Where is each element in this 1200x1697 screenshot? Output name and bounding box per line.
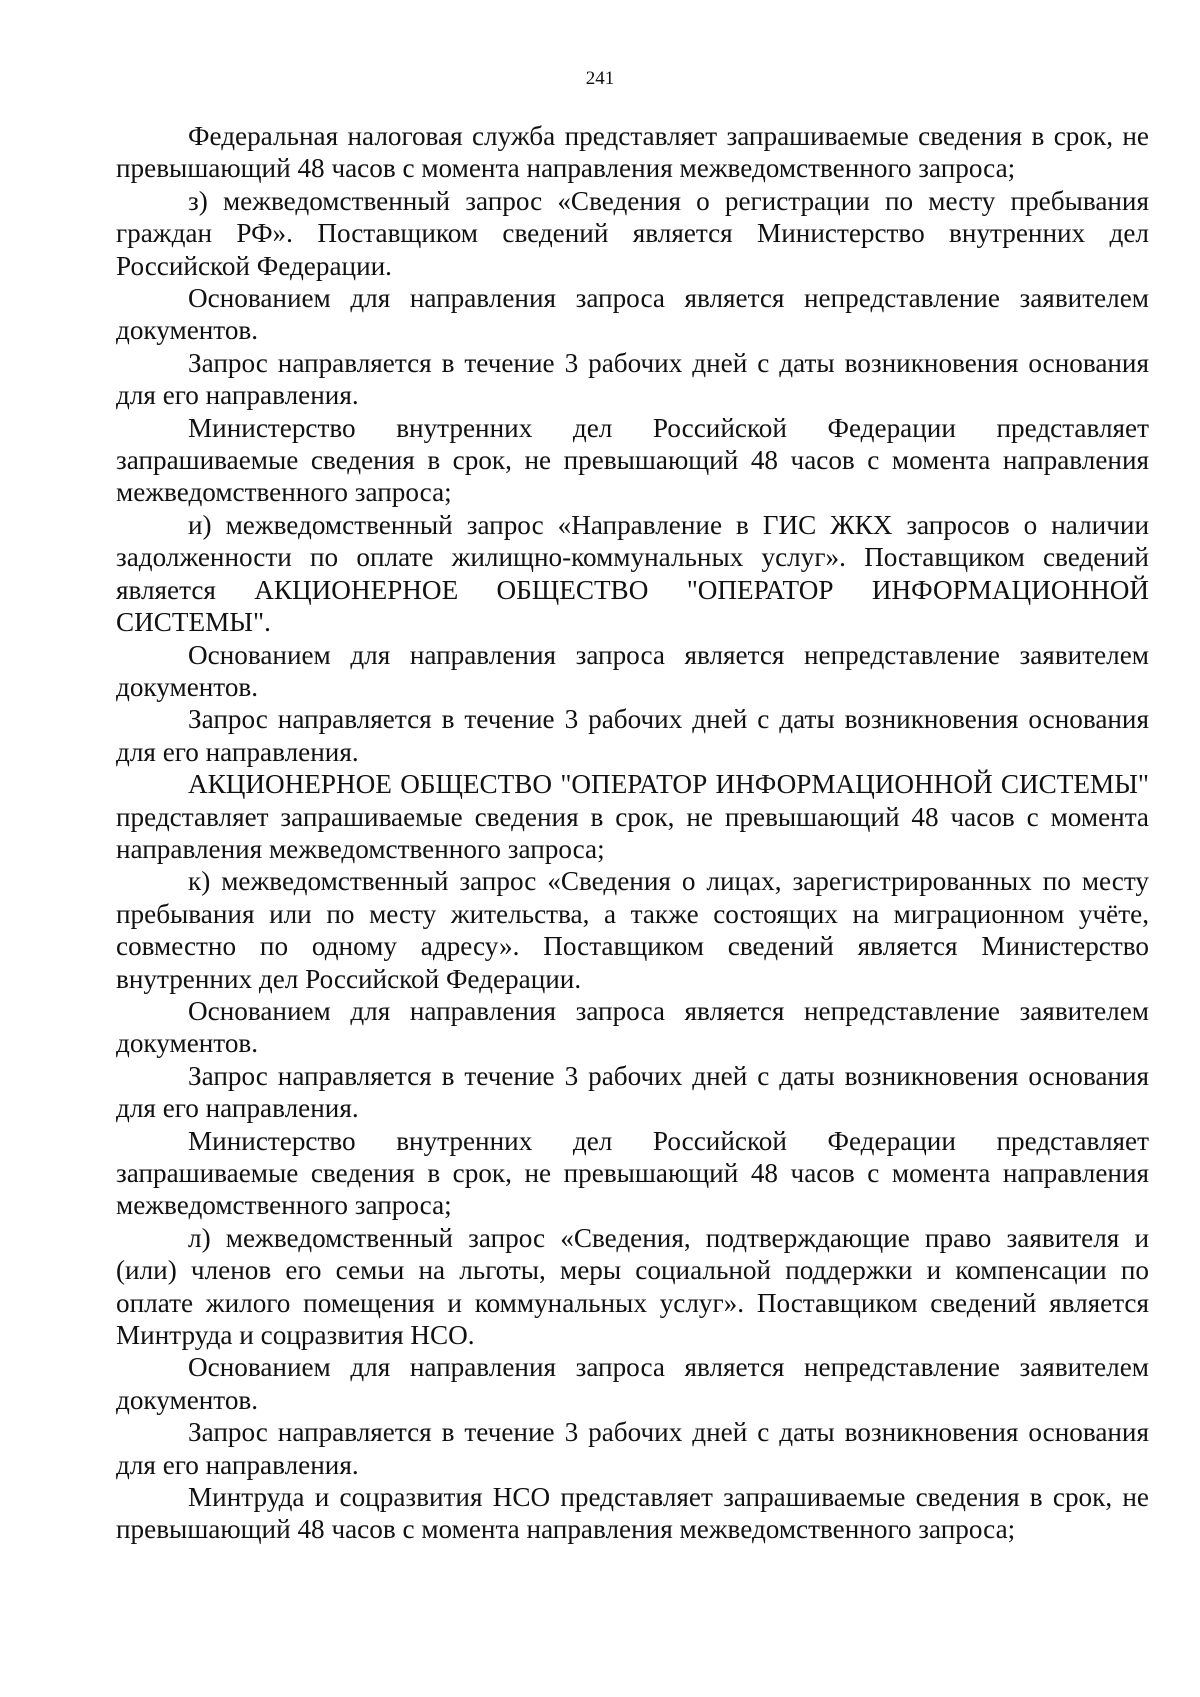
paragraph-basis: Основанием для направления запроса является непредставление заявителем документов. (116, 283, 1149, 346)
paragraph-request-k: к) межведомственный запрос «Сведения о лицах, зарегистрированных по месту пребывания или по месту жительства, а также состоящих на миграционном учёте, совместно по одному адресу». Поставщиком сведений является Министерство внутренних дел Российской Федерации. (116, 866, 1149, 994)
paragraph-request-l: л) межведомственный запрос «Сведения, подтверждающие право заявителя и (или) членов его семьи на льготы, меры социальной поддержки и компенсации по оплате жилого помещения и коммунальных услуг». Поставщиком сведений является Минтруда и соцразвития НСО. (116, 1222, 1149, 1351)
paragraph-request-z: з) межведомственный запрос «Сведения о регистрации по месту пребывания граждан РФ». Поставщиком сведений является Министерство внутренних дел Российской Федерации. (116, 185, 1149, 281)
paragraph-basis: Основанием для направления запроса является непредставление заявителем документов. (116, 639, 1149, 702)
paragraph-timing: Запрос направляется в течение 3 рабочих дней с даты возникновения основания для его направления. (116, 704, 1149, 767)
paragraph-basis: Основанием для направления запроса является непредставление заявителем документов. (116, 995, 1149, 1059)
paragraph-mintrud-deadline: Минтруда и соцразвития НСО представляет запрашиваемые сведения в срок, не превышающий 48 часов с момента направления межведомственного запроса; (116, 1482, 1149, 1545)
paragraph-fns-deadline: Федеральная налоговая служба представляет запрашиваемые сведения в срок, не превышающий 48 часов с момента направления межведомственного запроса; (116, 121, 1149, 184)
paragraph-request-i: и) межведомственный запрос «Направление в ГИС ЖКХ запросов о наличии задолженности по оплате жилищно-коммунальных услуг». Поставщиком сведений является АКЦИОНЕРНОЕ ОБЩЕСТВО "ОПЕРАТОР ИНФОРМАЦИОННОЙ СИСТЕМЫ". (116, 509, 1149, 638)
page-number: 241 (585, 68, 615, 89)
paragraph-operator-deadline: АКЦИОНЕРНОЕ ОБЩЕСТВО "ОПЕРАТОР ИНФОРМАЦИОННОЙ СИСТЕМЫ" представляет запрашиваемые сведения в срок, не превышающий 48 часов с момента направления межведомственного запроса; (116, 769, 1149, 864)
paragraph-mvd-deadline: Министерство внутренних дел Российской Федерации представляет запрашиваемые сведения в срок, не превышающий 48 часов с момента направления межведомственного запроса; (116, 412, 1149, 508)
paragraph-timing: Запрос направляется в течение 3 рабочих дней с даты возникновения основания для его направления. (116, 1060, 1149, 1124)
paragraph-basis: Основанием для направления запроса является непредставление заявителем документов. (116, 1352, 1149, 1415)
paragraph-mvd-deadline: Министерство внутренних дел Российской Федерации представляет запрашиваемые сведения в срок, не превышающий 48 часов с момента направления межведомственного запроса; (116, 1125, 1149, 1221)
paragraph-timing: Запрос направляется в течение 3 рабочих дней с даты возникновения основания для его направления. (116, 347, 1149, 411)
document-body (116, 120, 1149, 1546)
paragraph-timing: Запрос направляется в течение 3 рабочих дней с даты возникновения основания для его направления. (116, 1417, 1149, 1480)
